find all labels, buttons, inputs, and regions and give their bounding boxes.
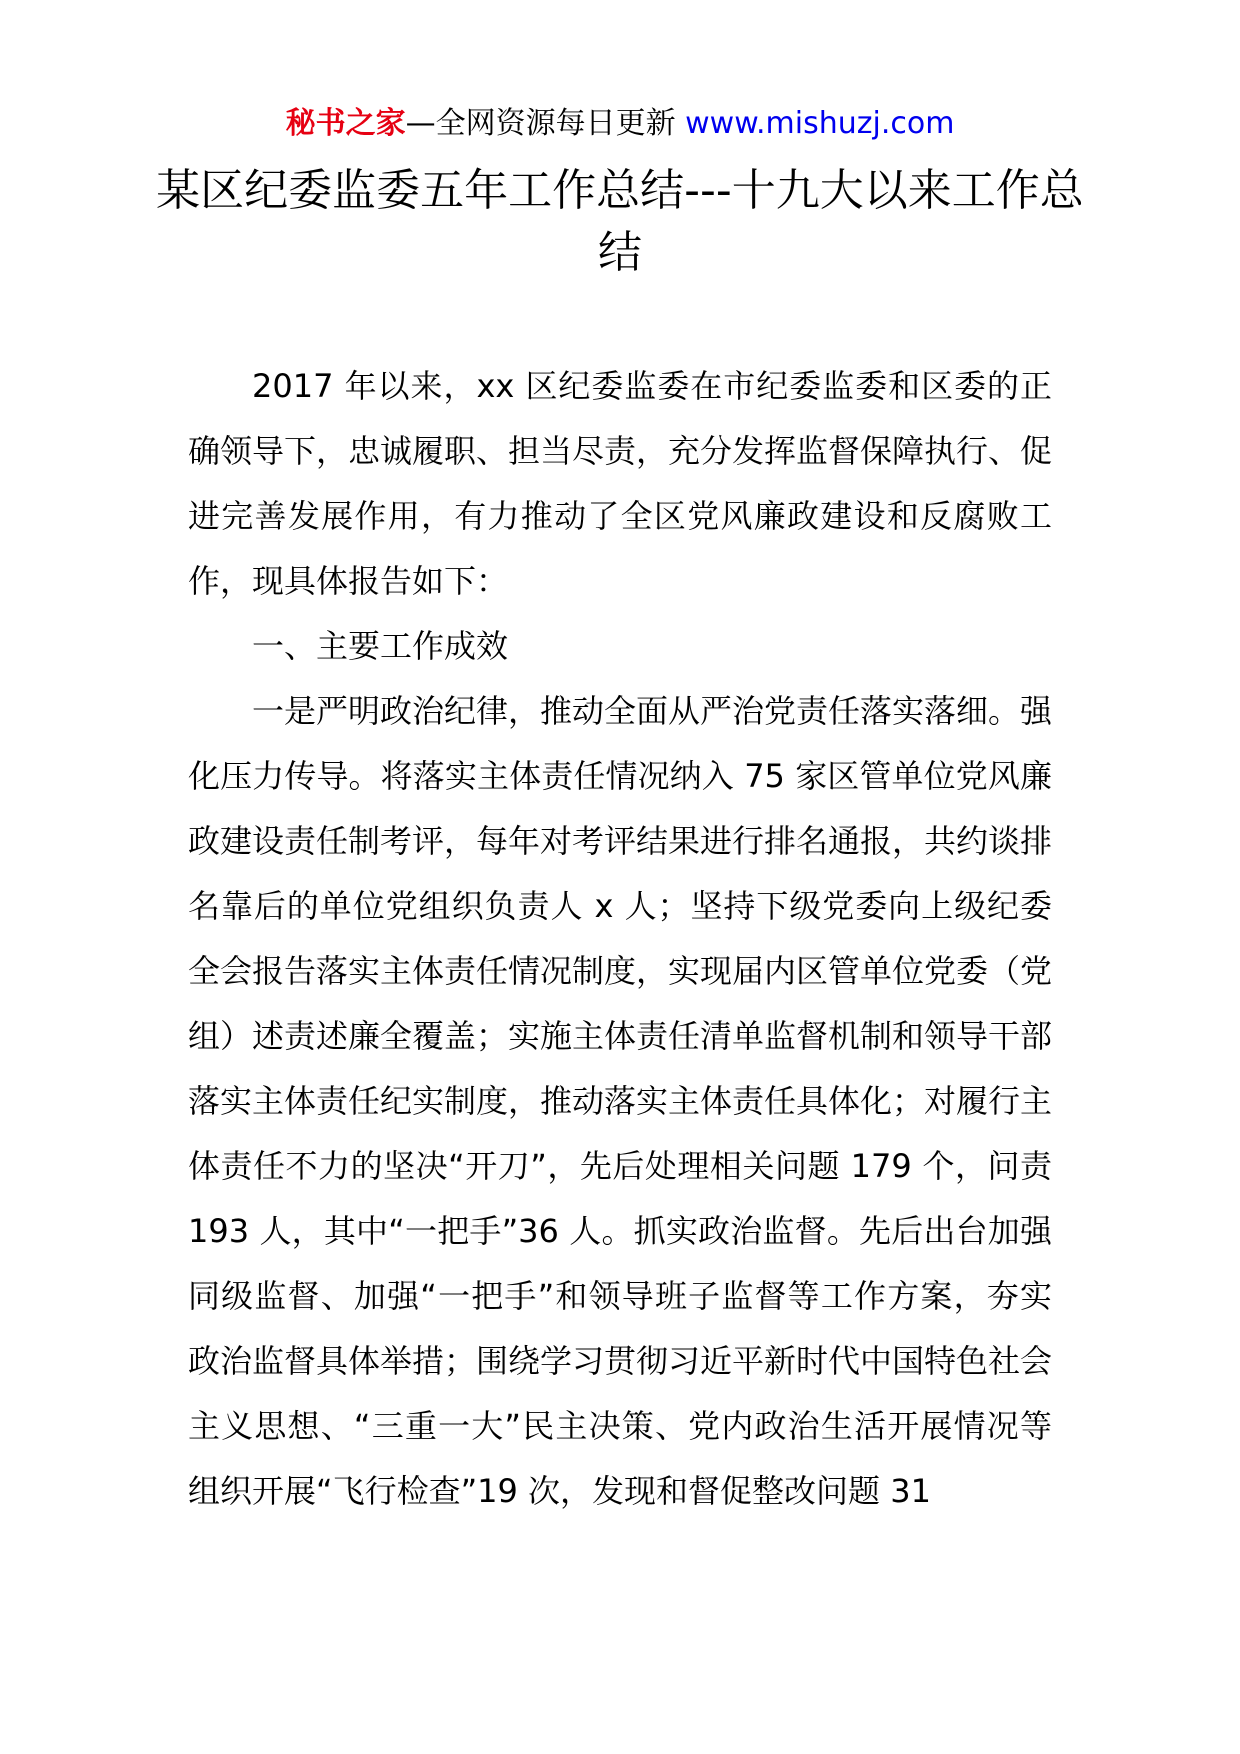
document-title: 某区纪委监委五年工作总结---十九大以来工作总结 — [156, 165, 1084, 278]
paragraph-point-one: 一是严明政治纪律，推动全面从严治党责任落实落细。强化压力传导。将落实主体责任情况纳入 75 家区管单位党风廉政建设责任制考评，每年对考评结果进行排名通报，共约谈排名靠后的单位党组织负责人 x 人；坚持下级党委向上级纪委全会报告落实主体责任情况制度，实现届内区管单位党委（党组）述责述廉全覆盖；实施主体责任清单监督机制和领导干部落实主体责任纪实制度，推动落实主体责任具体化；对履行主体责任不力的坚决“开刀”，先后处理相关问题 179 个，问责 193 人，其中“一把手”36 人。抓实政治监督。先后出台加强同级监督、加强“一把手”和领导班子监督等工作方案，夯实政治监督具体举措；围绕学习贯彻习近平新时代中国特色社会主义思想、“三重一大”民主决策、党内政治生活开展情况等组织开展“飞行检查”19 次，发现和督促整改问题 31 — [188, 692, 1053, 1510]
site-url-link[interactable]: www.mishuzj.com — [685, 106, 955, 141]
site-header — [0, 102, 1240, 146]
paragraph-intro: 2017 年以来，xx 区纪委监委在市纪委监委和区委的正确领导下，忠诚履职、担当尽责，充分发挥监督保障执行、促进完善发展作用，有力推动了全区党风廉政建设和反腐败工作，现具体报告如下： — [188, 367, 1053, 600]
header-slogan: —全网资源每日更新 — [405, 106, 676, 141]
brand-name: 秘书之家 — [285, 106, 406, 141]
document-body — [188, 354, 1052, 1524]
section-heading: 一、主要工作成效 — [252, 627, 509, 665]
